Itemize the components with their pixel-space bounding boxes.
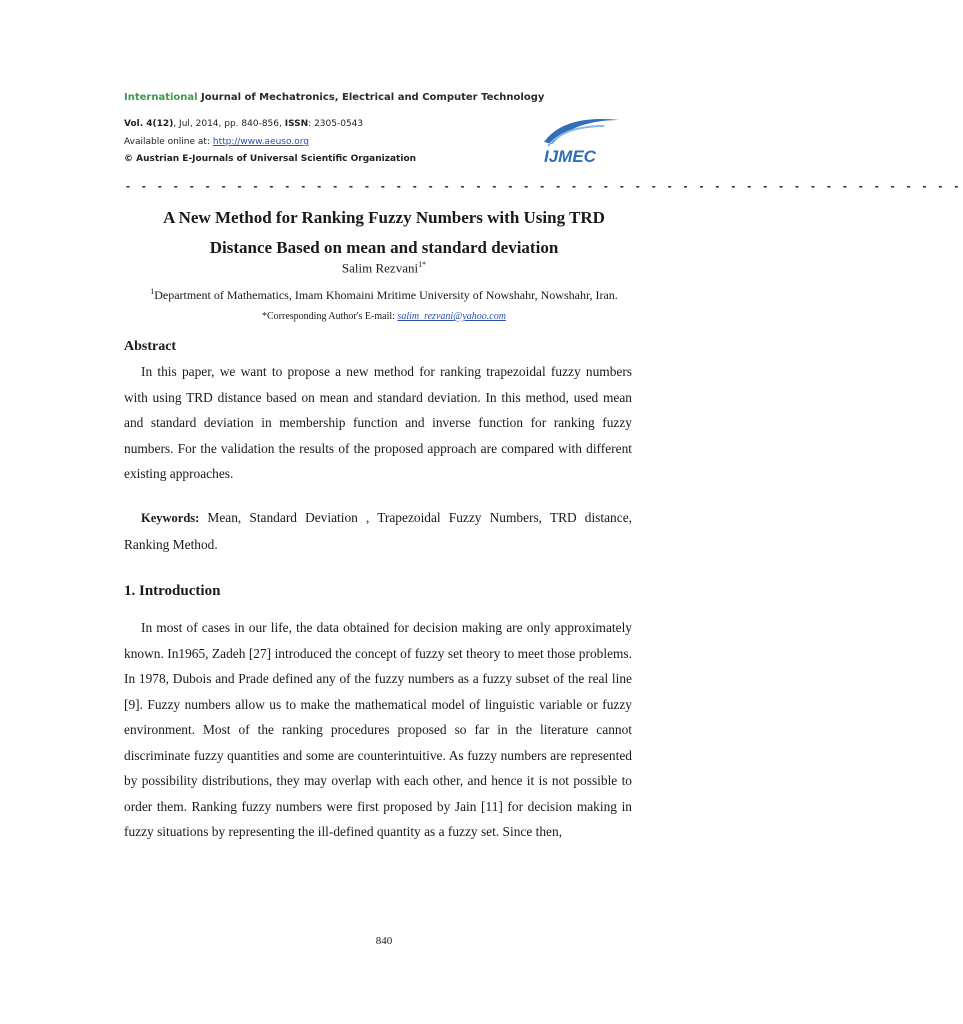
abstract-heading: Abstract xyxy=(124,339,177,354)
author-line: Salim Rezvani$^{1*}$ xyxy=(341,260,427,276)
availability-line: Available online at: http://www.aeuso.org xyxy=(124,137,309,147)
author-email-link[interactable]: salim_rezvani@yahoo.com xyxy=(397,311,506,322)
abstract-text: In this paper, we want to propose a new method for ranking trapezoidal fuzzy numbers with using TRD distance based on mean and standard deviation. In this method, used mean and standard deviation in membership function and inverse function for ranking fuzzy numbers. For the validation the results of the proposed approach are compared with different existing approaches. xyxy=(124,364,632,481)
paper-title: A New Method for Ranking Fuzzy Numbers with Using TRD Distance Based on mean and standard deviation xyxy=(163,208,605,257)
corresponding-author: *Corresponding Author's E-mail: salim_rezvani@yahoo.com xyxy=(262,311,506,322)
logo-swoosh-icon xyxy=(544,119,620,144)
keywords: Keywords: Mean, Standard Deviation , Trapezoidal Fuzzy Numbers, TRD distance, Ranking Method. xyxy=(124,510,632,552)
logo-text: IJMEC xyxy=(544,147,596,166)
journal-url-link[interactable]: http://www.aeuso.org xyxy=(212,137,309,147)
journal-header xyxy=(124,92,644,172)
author-name: Salim Rezvani xyxy=(341,260,419,276)
journal-title: International Journal of Mechatronics, Electrical and Computer Technology xyxy=(124,92,545,103)
affiliation: $^1$Department of Mathematics, Imam Khomaini Mritime University of Nowshahr, Nowshahr, Iran. xyxy=(150,287,618,302)
ijmec-logo xyxy=(534,112,624,168)
introduction-heading: 1. Introduction xyxy=(124,583,221,599)
page-number: 840 xyxy=(375,935,393,947)
volume-info: Vol. 4(12), Jul, 2014, pp. 840-856, ISSN: 2305-0543 xyxy=(124,119,364,129)
copyright-line: © Austrian E-Journals of Universal Scientific Organization xyxy=(124,154,417,164)
header-separator: - - - - - - - - - - - - - - - - - - - - - - - - - - - - - - - - - - - - - - - - - - - - - - - - - - - - - xyxy=(126,179,963,193)
introduction-text: In most of cases in our life, the data obtained for decision making are only approximately known. In1965, Zadeh [27] introduced the concept of fuzzy set theory to meet those problems. In 1978, Dubois and Prade defined any of the fuzzy numbers as a fuzzy subset of the real line [9]. Fuzzy numbers allow us to make the mathematical model of linguistic variable or fuzzy environment. Most of the ranking procedures proposed so far in the literature cannot discriminate fuzzy quantities and some are counterintuitive. As fuzzy numbers are represented by possibility distributions, they may overlap with each other, and hence it is not possible to order them. Ranking fuzzy numbers were first proposed by Jain [11] for decision making in fuzzy situations by representing the ill-defined quantity as a fuzzy set. Since then, xyxy=(124,620,632,839)
